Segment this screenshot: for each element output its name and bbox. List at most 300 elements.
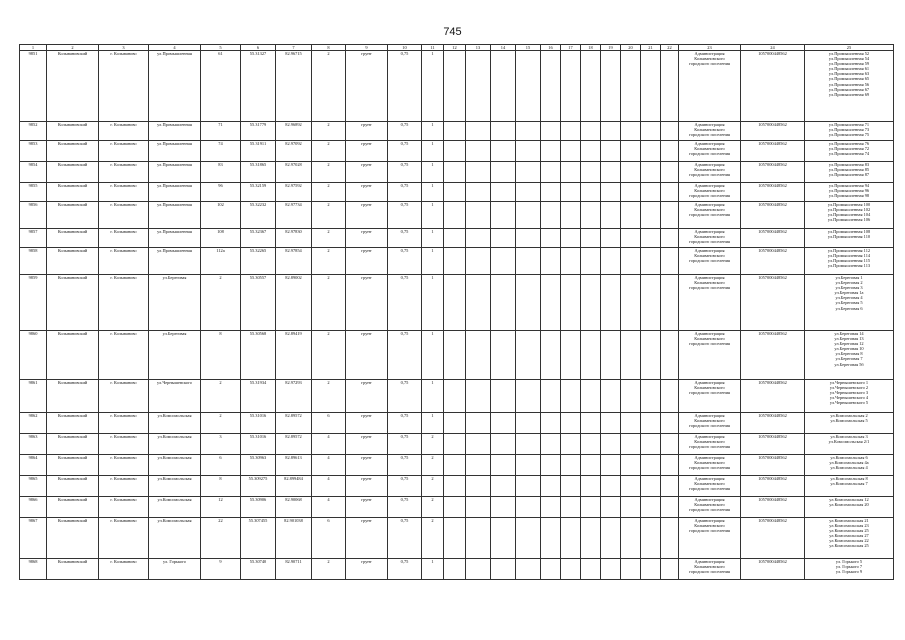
empty-cell <box>516 141 541 162</box>
addresses-cell <box>805 518 894 559</box>
address-line: ул.Промышленная 102 <box>827 207 871 213</box>
address-line: ул.Промышленная 115 <box>827 258 871 264</box>
owner-cell <box>679 248 741 275</box>
empty-cell <box>621 229 641 248</box>
address-line: ул.Промышленная 112 <box>827 248 871 253</box>
table-row <box>20 229 894 248</box>
empty-cell <box>491 122 516 141</box>
owner-cell <box>679 51 741 122</box>
address-line: ул.Комсомольская 21 <box>829 518 869 523</box>
owner-line: Администрация <box>694 455 725 460</box>
inn-cell: 1057000448562 <box>741 51 805 122</box>
empty-cell <box>621 141 641 162</box>
empty-cell <box>661 51 679 122</box>
district-cell: Колывановский <box>47 434 99 455</box>
empty-cell <box>561 141 581 162</box>
empty-cell <box>661 476 679 497</box>
column-10-cell: 0,75 <box>388 51 422 122</box>
owner-line: Колывановского <box>694 564 725 570</box>
column-header: 12 <box>444 45 466 51</box>
address-line: ул.Комсомольская 23 <box>829 523 869 529</box>
empty-cell <box>541 183 561 202</box>
owner-line: городского поселения <box>689 193 730 199</box>
column-11-cell: 1 <box>422 248 444 275</box>
empty-cell <box>466 331 491 380</box>
row-number: 9860 <box>20 331 47 380</box>
owner-cell <box>679 413 741 434</box>
table-row <box>20 141 894 162</box>
empty-cell <box>516 331 541 380</box>
latitude-cell: 55.30557 <box>241 275 276 331</box>
city-cell: г. Колываново <box>99 183 149 202</box>
address-line: ул.Комсомольская 12 <box>829 497 869 502</box>
empty-cell <box>444 559 466 580</box>
empty-cell <box>541 455 561 476</box>
street-cell: ул. Горького <box>149 559 201 580</box>
empty-cell <box>601 248 621 275</box>
longitude-cell: 82.89419 <box>276 331 312 380</box>
empty-cell <box>516 413 541 434</box>
owner-line: Колывановского <box>694 502 725 508</box>
district-cell: Колывановский <box>47 455 99 476</box>
addresses-cell <box>805 455 894 476</box>
column-header: 8 <box>312 45 346 51</box>
empty-cell <box>561 275 581 331</box>
column-11-cell: 2 <box>422 518 444 559</box>
empty-cell <box>621 413 641 434</box>
empty-cell <box>491 248 516 275</box>
table-row <box>20 183 894 202</box>
longitude-cell: 82.901038 <box>276 518 312 559</box>
owner-line: Администрация <box>694 141 725 146</box>
address-line: ул.Комсомольская 5 <box>830 418 868 424</box>
house-cell: 8 <box>201 476 241 497</box>
owner-line: городского поселения <box>689 444 730 450</box>
longitude-cell: 82.97830 <box>276 229 312 248</box>
column-header: 21 <box>641 45 661 51</box>
address-line: ул.Береговая 13 <box>834 336 864 342</box>
address-line: ул.Промышленная 83 <box>828 162 870 167</box>
empty-cell <box>491 380 516 413</box>
street-cell: ул.Комсомольская <box>149 497 201 518</box>
row-number: 9858 <box>20 248 47 275</box>
empty-cell <box>444 476 466 497</box>
addresses-cell <box>805 331 894 380</box>
inn-cell: 1057000448562 <box>741 248 805 275</box>
empty-cell <box>561 202 581 229</box>
house-cell: 2 <box>201 380 241 413</box>
empty-cell <box>561 331 581 380</box>
addresses-cell <box>805 559 894 580</box>
empty-cell <box>516 559 541 580</box>
latitude-cell: 55.31934 <box>241 380 276 413</box>
empty-cell <box>516 229 541 248</box>
address-line: ул.Чернышевского 3 <box>829 390 869 396</box>
owner-cell <box>679 183 741 202</box>
address-line: ул.Промышленная 75 <box>828 132 870 138</box>
empty-cell <box>601 413 621 434</box>
house-cell: 74 <box>201 141 241 162</box>
district-cell: Колывановский <box>47 51 99 122</box>
row-number: 9859 <box>20 275 47 331</box>
column-8-cell: 2 <box>312 183 346 202</box>
table-row <box>20 380 894 413</box>
address-line: ул.Береговая 14 <box>834 331 864 336</box>
table-row <box>20 455 894 476</box>
empty-cell <box>601 51 621 122</box>
address-line: ул.Комсомольская 6 <box>830 455 868 460</box>
city-cell: г. Колываново <box>99 229 149 248</box>
latitude-cell: 55.32265 <box>241 248 276 275</box>
owner-line: Колывановского <box>694 167 725 173</box>
empty-cell <box>621 183 641 202</box>
address-line: ул.Комсомольская 3 <box>830 434 868 439</box>
column-header: 22 <box>661 45 679 51</box>
house-cell: 6 <box>201 455 241 476</box>
latitude-cell: 55.31779 <box>241 122 276 141</box>
empty-cell <box>641 162 661 183</box>
empty-cell <box>621 380 641 413</box>
empty-cell <box>601 476 621 497</box>
column-header: 11 <box>422 45 444 51</box>
owner-cell <box>679 202 741 229</box>
district-cell: Колывановский <box>47 141 99 162</box>
house-cell: 3 <box>201 434 241 455</box>
address-line: ул.Комсомольская 25 <box>829 528 869 534</box>
empty-cell <box>491 51 516 122</box>
inn-cell: 1057000448562 <box>741 122 805 141</box>
column-8-cell: 2 <box>312 202 346 229</box>
address-line: ул.Береговая 3 <box>835 285 863 291</box>
column-header: 5 <box>201 45 241 51</box>
column-header: 19 <box>601 45 621 51</box>
row-number: 9868 <box>20 559 47 580</box>
empty-cell <box>516 122 541 141</box>
district-cell: Колывановский <box>47 331 99 380</box>
column-header: 17 <box>561 45 581 51</box>
empty-cell <box>541 51 561 122</box>
owner-line: Колывановского <box>694 207 725 213</box>
latitude-cell: 55.31016 <box>241 413 276 434</box>
city-cell: г. Колываново <box>99 434 149 455</box>
empty-cell <box>541 380 561 413</box>
empty-cell <box>581 141 601 162</box>
house-cell: 83 <box>201 162 241 183</box>
owner-line: городского поселения <box>689 486 730 492</box>
owner-line: Колывановского <box>694 146 725 152</box>
column-11-cell: 2 <box>422 497 444 518</box>
address-line: ул.Комсомольская 20 <box>829 502 869 508</box>
empty-cell <box>444 331 466 380</box>
address-line: ул.Промышленная 63 <box>828 71 870 77</box>
empty-cell <box>601 162 621 183</box>
address-line: ул.Чернышевского 4 <box>829 395 869 401</box>
house-cell: 22 <box>201 518 241 559</box>
table-row <box>20 476 894 497</box>
empty-cell <box>641 380 661 413</box>
street-cell: ул.Комсомольская <box>149 413 201 434</box>
owner-line: Колывановского <box>694 439 725 445</box>
owner-line: Администрация <box>694 162 725 167</box>
empty-cell <box>621 202 641 229</box>
addresses-cell <box>805 51 894 122</box>
inn-cell: 1057000448562 <box>741 497 805 518</box>
longitude-cell: 82.90068 <box>276 497 312 518</box>
empty-cell <box>641 331 661 380</box>
longitude-cell: 82.89613 <box>276 455 312 476</box>
empty-cell <box>491 476 516 497</box>
row-number: 9852 <box>20 122 47 141</box>
latitude-cell: 55.31911 <box>241 141 276 162</box>
street-cell: ул.Промышленная <box>149 162 201 183</box>
empty-cell <box>541 122 561 141</box>
row-number: 9866 <box>20 497 47 518</box>
column-8-cell: 4 <box>312 434 346 455</box>
owner-line: городского поселения <box>689 569 730 575</box>
city-cell: г. Колываново <box>99 455 149 476</box>
address-line: ул.Комсомольская 2/1 <box>828 439 870 445</box>
longitude-cell: 82.899484 <box>276 476 312 497</box>
street-cell: ул.Промышленная <box>149 202 201 229</box>
address-line: ул.Береговая 1 <box>835 275 863 280</box>
empty-cell <box>466 476 491 497</box>
empty-cell <box>581 122 601 141</box>
row-number: 9851 <box>20 51 47 122</box>
empty-cell <box>641 476 661 497</box>
column-8-cell: 2 <box>312 141 346 162</box>
owner-cell <box>679 455 741 476</box>
address-line: ул.Промышленная 74 <box>828 151 870 157</box>
column-header: 20 <box>621 45 641 51</box>
city-cell: г. Колываново <box>99 518 149 559</box>
address-line: ул.Промышленная 94 <box>828 183 870 188</box>
column-11-cell: 1 <box>422 413 444 434</box>
address-line: ул.Промышленная 71 <box>828 122 870 127</box>
empty-cell <box>621 162 641 183</box>
column-8-cell: 2 <box>312 380 346 413</box>
empty-cell <box>581 518 601 559</box>
empty-cell <box>516 380 541 413</box>
empty-cell <box>661 455 679 476</box>
column-10-cell: 0,75 <box>388 183 422 202</box>
address-line: ул.Промышленная 61 <box>828 66 870 72</box>
district-cell: Колывановский <box>47 122 99 141</box>
owner-line: Колывановского <box>694 253 725 259</box>
addresses-cell <box>805 122 894 141</box>
empty-cell <box>466 434 491 455</box>
column-11-cell: 1 <box>422 141 444 162</box>
address-line: ул.Промышленная 106 <box>827 217 871 223</box>
address-line: ул.Промышленная 52 <box>828 51 870 56</box>
column-header: 2 <box>47 45 99 51</box>
owner-line: Колывановского <box>694 460 725 466</box>
empty-cell <box>541 229 561 248</box>
district-cell: Колывановский <box>47 518 99 559</box>
inn-cell: 1057000448562 <box>741 275 805 331</box>
owner-cell <box>679 497 741 518</box>
column-10-cell: 0,75 <box>388 162 422 183</box>
column-11-cell: 1 <box>422 559 444 580</box>
empty-cell <box>661 380 679 413</box>
empty-cell <box>541 476 561 497</box>
column-header: 9 <box>346 45 388 51</box>
empty-cell <box>581 497 601 518</box>
empty-cell <box>601 331 621 380</box>
empty-cell <box>661 559 679 580</box>
owner-line: городского поселения <box>689 172 730 178</box>
page-number: 745 <box>443 26 462 38</box>
column-header: 7 <box>276 45 312 51</box>
owner-line: Администрация <box>694 202 725 207</box>
empty-cell <box>466 183 491 202</box>
empty-cell <box>621 248 641 275</box>
address-line: ул.Промышленная 113 <box>827 263 871 269</box>
empty-cell <box>661 518 679 559</box>
column-8-cell: 2 <box>312 275 346 331</box>
latitude-cell: 55.32367 <box>241 229 276 248</box>
owner-line: Администрация <box>694 122 725 127</box>
house-cell: 108 <box>201 229 241 248</box>
house-cell: 71 <box>201 122 241 141</box>
street-cell: ул.Комсомольская <box>149 455 201 476</box>
address-line: ул.Береговая 2 <box>835 280 863 286</box>
table-row <box>20 248 894 275</box>
column-10-cell: 0,75 <box>388 229 422 248</box>
owner-cell <box>679 434 741 455</box>
row-number: 9865 <box>20 476 47 497</box>
address-line: ул.Чернышевского 1 <box>829 380 869 385</box>
empty-cell <box>444 229 466 248</box>
surface-cell: грунт <box>346 476 388 497</box>
street-cell: ул.Береговая <box>149 275 201 331</box>
street-cell: ул.Комсомольская <box>149 518 201 559</box>
address-line: ул.Промышленная 96 <box>828 188 870 194</box>
empty-cell <box>641 229 661 248</box>
address-line: ул.Промышленная 108 <box>827 229 871 234</box>
street-cell: ул.Чернышевского <box>149 380 201 413</box>
empty-cell <box>444 162 466 183</box>
empty-cell <box>516 183 541 202</box>
address-line: ул. Горького 7 <box>835 564 863 570</box>
empty-cell <box>581 380 601 413</box>
empty-cell <box>561 455 581 476</box>
empty-cell <box>466 248 491 275</box>
latitude-cell: 55.309275 <box>241 476 276 497</box>
empty-cell <box>581 476 601 497</box>
empty-cell <box>561 518 581 559</box>
empty-cell <box>561 434 581 455</box>
column-8-cell: 2 <box>312 229 346 248</box>
empty-cell <box>581 229 601 248</box>
owner-line: городского поселения <box>689 151 730 157</box>
table-row <box>20 275 894 331</box>
empty-cell <box>491 202 516 229</box>
address-line: ул.Промышленная 54 <box>828 56 870 62</box>
address-line: ул.Комсомольская 25 <box>829 543 869 549</box>
empty-cell <box>561 413 581 434</box>
empty-cell <box>444 518 466 559</box>
empty-cell <box>561 122 581 141</box>
owner-line: Колывановского <box>694 280 725 286</box>
owner-line: городского поселения <box>689 258 730 264</box>
empty-cell <box>641 202 661 229</box>
empty-cell <box>444 183 466 202</box>
addresses-cell <box>805 497 894 518</box>
owner-line: Колывановского <box>694 56 725 62</box>
owner-line: Администрация <box>694 518 725 523</box>
empty-cell <box>541 202 561 229</box>
latitude-cell: 55.31016 <box>241 434 276 455</box>
row-number: 9867 <box>20 518 47 559</box>
city-cell: г. Колываново <box>99 51 149 122</box>
empty-cell <box>541 141 561 162</box>
district-cell: Колывановский <box>47 497 99 518</box>
street-cell: ул.Комсомольская <box>149 476 201 497</box>
owner-line: городского поселения <box>689 212 730 218</box>
address-line: ул.Береговая 5 <box>835 300 863 306</box>
empty-cell <box>621 434 641 455</box>
district-cell: Колывановский <box>47 275 99 331</box>
empty-cell <box>621 122 641 141</box>
address-line: ул.Чернышевского 5 <box>829 400 869 406</box>
empty-cell <box>516 202 541 229</box>
address-line: ул.Береговая 1а <box>834 290 864 296</box>
table-row <box>20 162 894 183</box>
empty-cell <box>601 202 621 229</box>
empty-cell <box>641 275 661 331</box>
inn-cell: 1057000448562 <box>741 331 805 380</box>
empty-cell <box>581 331 601 380</box>
address-line: ул.Промышленная 85 <box>828 167 870 173</box>
addresses-cell <box>805 248 894 275</box>
row-number: 9855 <box>20 183 47 202</box>
column-11-cell: 1 <box>422 275 444 331</box>
house-cell: 96 <box>201 183 241 202</box>
city-cell: г. Колываново <box>99 141 149 162</box>
empty-cell <box>541 413 561 434</box>
empty-cell <box>661 122 679 141</box>
empty-cell <box>491 331 516 380</box>
city-cell: г. Колываново <box>99 162 149 183</box>
empty-cell <box>516 455 541 476</box>
empty-cell <box>581 275 601 331</box>
city-cell: г. Колываново <box>99 202 149 229</box>
empty-cell <box>661 162 679 183</box>
column-11-cell: 1 <box>422 51 444 122</box>
surface-cell: грунт <box>346 455 388 476</box>
column-header: 3 <box>99 45 149 51</box>
empty-cell <box>444 51 466 122</box>
owner-cell <box>679 518 741 559</box>
column-11-cell: 1 <box>422 202 444 229</box>
district-cell: Колывановский <box>47 162 99 183</box>
empty-cell <box>466 497 491 518</box>
empty-cell <box>641 183 661 202</box>
empty-cell <box>491 229 516 248</box>
column-8-cell: 2 <box>312 51 346 122</box>
empty-cell <box>621 51 641 122</box>
addresses-cell <box>805 229 894 248</box>
longitude-cell: 82.97734 <box>276 202 312 229</box>
row-number: 9856 <box>20 202 47 229</box>
column-header: 23 <box>679 45 741 51</box>
empty-cell <box>561 476 581 497</box>
address-line: ул.Комсомольская 22 <box>829 538 869 544</box>
empty-cell <box>516 434 541 455</box>
owner-cell <box>679 275 741 331</box>
address-line: ул.Береговая 4 <box>835 295 863 301</box>
column-10-cell: 0,75 <box>388 275 422 331</box>
